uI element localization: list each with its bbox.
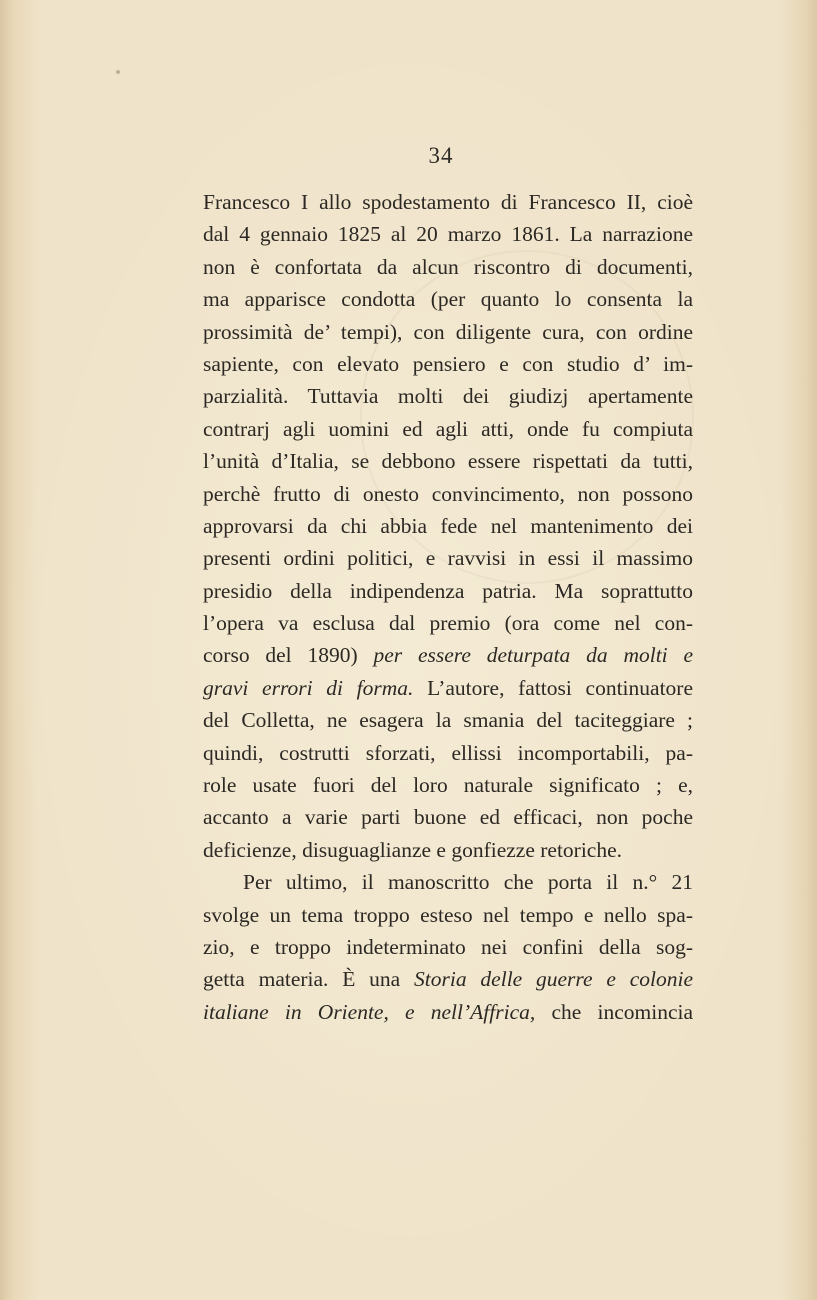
text-line (203, 316, 693, 348)
text-run: perchè frutto di onesto convincimento, non possono (203, 481, 693, 506)
text-line (203, 445, 693, 477)
text-line (203, 218, 693, 250)
text-line (203, 737, 693, 769)
text-run: prossimità de’ tempi), con diligente cura, con ordine (203, 319, 693, 344)
text-line (203, 639, 693, 671)
text-run: getta materia. È una (203, 967, 415, 992)
text-run: che incomincia (535, 999, 694, 1024)
text-line (203, 801, 693, 833)
text-run: quindi, costrutti sforzati, ellissi incomportabili, pa- (203, 740, 693, 765)
text-line (203, 283, 693, 315)
text-line (203, 607, 693, 639)
text-run: parzialità. Tuttavia molti dei giudizj apertamente (203, 384, 693, 409)
text-line (203, 672, 693, 704)
text-line (203, 478, 693, 510)
text-run: L’autore, fattosi continuatore (413, 675, 693, 700)
text-run: corso del 1890) (203, 643, 374, 668)
text-run: l’unità d’Italia, se debbono essere rispettati da tutti, (203, 449, 693, 474)
text-run: ma apparisce condotta (per quanto lo consenta la (203, 287, 693, 312)
text-run: Per ultimo, il manoscritto che porta il n.° 21 (243, 870, 693, 895)
text-run: l’opera va esclusa dal premio (ora come nel con- (203, 611, 693, 636)
text-run: zio, e troppo indeterminato nei confini della sog- (203, 934, 693, 959)
text-line (203, 931, 693, 963)
text-line (203, 186, 693, 218)
text-line (203, 380, 693, 412)
text-line (203, 348, 693, 380)
text-line (203, 769, 693, 801)
text-run: presenti ordini politici, e ravvisi in essi il massimo (203, 546, 693, 571)
text-run: sapiente, con elevato pensiero e con studio d’ im- (203, 351, 693, 376)
text-line (203, 996, 693, 1028)
text-run: dal 4 gennaio 1825 al 20 marzo 1861. La narrazione (203, 222, 693, 247)
text-line (203, 575, 693, 607)
italic-text: italiane in Oriente, e nell’Affrica, (203, 999, 536, 1024)
text-run: accanto a varie parti buone ed efficaci, non poche (203, 805, 693, 830)
text-run: approvarsi da chi abbia fede nel mantenimento dei (203, 513, 693, 538)
text-line (203, 251, 693, 283)
text-run: svolge un tema troppo esteso nel tempo e nello spa- (203, 902, 693, 927)
text-run: non è confortata da alcun riscontro di documenti, (203, 254, 693, 279)
italic-text: gravi errori di forma. (203, 675, 414, 700)
body-text (203, 186, 693, 1028)
text-line (203, 510, 693, 542)
text-run: deficienze, disuguaglianze e gonfiezze retoriche. (203, 837, 623, 862)
page-number: 34 (428, 143, 454, 168)
text-line-paragraph-start (203, 866, 693, 898)
text-run: role usate fuori del loro naturale significato ; e, (203, 773, 693, 798)
text-line-paragraph-end (203, 834, 693, 866)
ink-spot (116, 70, 120, 74)
italic-text: per essere deturpata da molti e (373, 643, 694, 668)
text-line (203, 413, 693, 445)
text-line (203, 963, 693, 995)
text-run: del Colletta, ne esagera la smania del taciteggiare ; (203, 708, 693, 733)
text-run: contrarj agli uomini ed agli atti, onde fu compiuta (203, 416, 693, 441)
text-line (203, 704, 693, 736)
text-run: presidio della indipendenza patria. Ma soprattutto (203, 578, 693, 603)
italic-text: Storia delle guerre e colonie (414, 967, 693, 992)
text-line (203, 899, 693, 931)
text-line (203, 542, 693, 574)
text-run: Francesco I allo spodestamento di Francesco II, cioè (203, 190, 693, 214)
